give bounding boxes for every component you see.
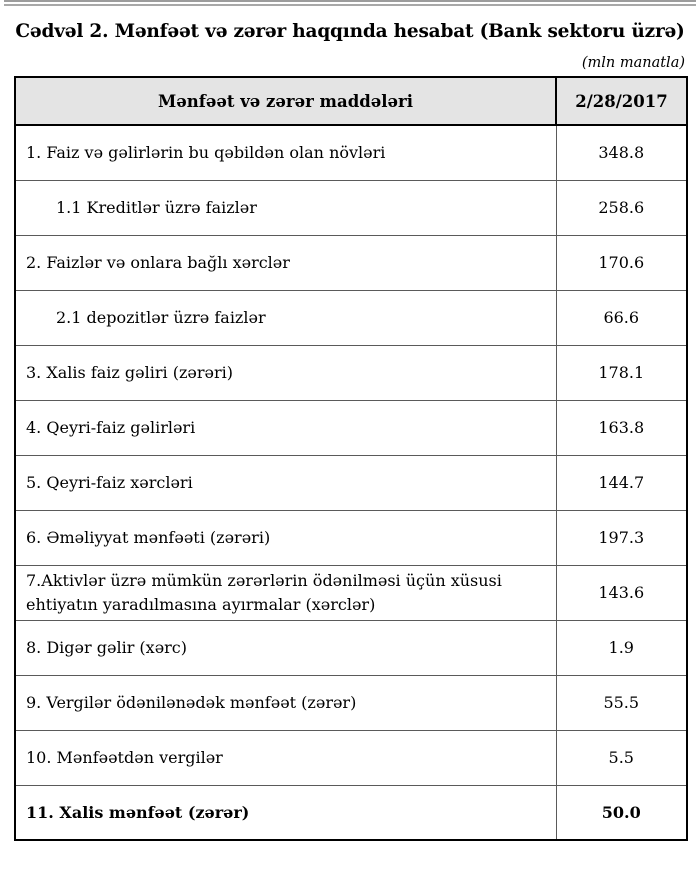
table-row [15, 785, 687, 840]
table-header-row [15, 77, 687, 125]
table-row [15, 400, 687, 455]
table-row [15, 125, 687, 180]
column-header-items: Mənfəət və zərər maddələri [15, 77, 556, 125]
profit-loss-table [14, 76, 688, 841]
table-row [15, 675, 687, 730]
row-value: 258.6 [556, 180, 687, 235]
row-label: 3. Xalis faiz gəliri (zərəri) [15, 345, 556, 400]
row-value: 144.7 [556, 455, 687, 510]
table-row [15, 510, 687, 565]
unit-note: (mln manatla) [581, 55, 685, 71]
row-value: 5.5 [556, 730, 687, 785]
table-row [15, 565, 687, 620]
row-label: 11. Xalis mənfəət (zərər) [15, 785, 556, 840]
row-label: 6. Əməliyyat mənfəəti (zərəri) [15, 510, 556, 565]
row-label: 8. Digər gəlir (xərc) [15, 620, 556, 675]
table-row [15, 620, 687, 675]
table-row [15, 290, 687, 345]
row-label: 2. Faizlər və onlara bağlı xərclər [15, 235, 556, 290]
page-title: Cədvəl 2. Mənfəət və zərər haqqında hesabat (Bank sektoru üzrə) [15, 21, 685, 42]
column-header-date: 2/28/2017 [556, 77, 687, 125]
row-label: 10. Mənfəətdən vergilər [15, 730, 556, 785]
row-value: 66.6 [556, 290, 687, 345]
row-value: 50.0 [556, 785, 687, 840]
table-row [15, 345, 687, 400]
row-value: 170.6 [556, 235, 687, 290]
row-value: 197.3 [556, 510, 687, 565]
table-row [15, 180, 687, 235]
row-label: 9. Vergilər ödənilənədək mənfəət (zərər) [15, 675, 556, 730]
row-label: 1. Faiz və gəlirlərin bu qəbildən olan növləri [15, 125, 556, 180]
table-row [15, 235, 687, 290]
top-divider [4, 0, 696, 6]
table-row [15, 730, 687, 785]
row-value: 143.6 [556, 565, 687, 620]
row-label: 7.Aktivlər üzrə mümkün zərərlərin ödənilməsi üçün xüsusi ehtiyatın yaradılmasına ayırmalar (xərclər) [15, 565, 556, 620]
row-value: 55.5 [556, 675, 687, 730]
row-value: 163.8 [556, 400, 687, 455]
row-label: 1.1 Kreditlər üzrə faizlər [15, 180, 556, 235]
row-value: 348.8 [556, 125, 687, 180]
row-value: 1.9 [556, 620, 687, 675]
row-label: 5. Qeyri-faiz xərcləri [15, 455, 556, 510]
table-row [15, 455, 687, 510]
row-label: 2.1 depozitlər üzrə faizlər [15, 290, 556, 345]
row-label: 4. Qeyri-faiz gəlirləri [15, 400, 556, 455]
row-value: 178.1 [556, 345, 687, 400]
